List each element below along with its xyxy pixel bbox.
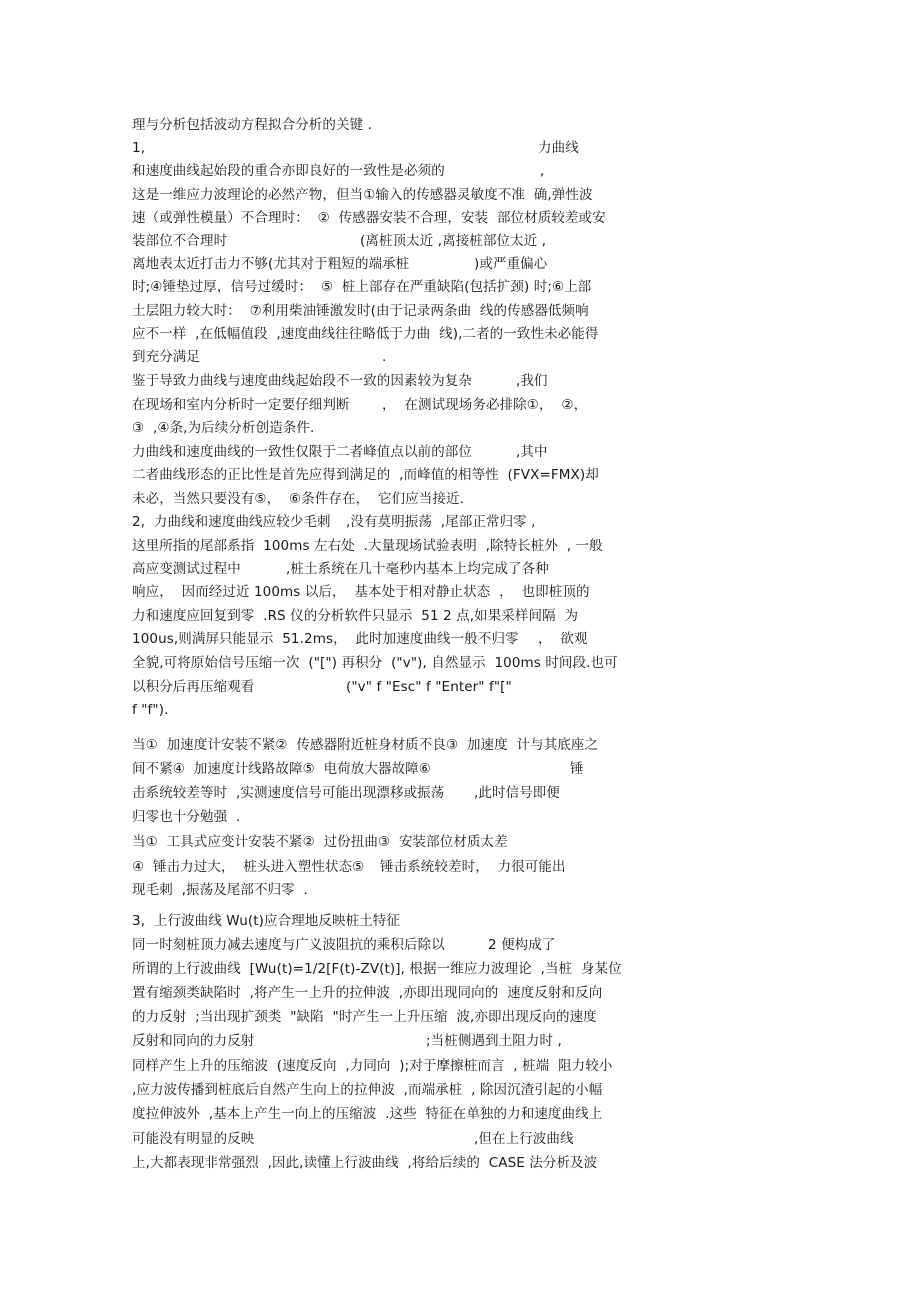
text-line: ,没有莫明振荡 ,尾部正常归零 ,	[346, 514, 536, 530]
text-line: 锤	[570, 761, 584, 777]
text-line: .	[382, 349, 387, 365]
text-line: 高应变测试过程中	[132, 561, 241, 577]
text-line: 离地表太近打击力不够(尤其对于粗短的端承桩	[132, 256, 410, 272]
text-line: 鉴于导致力曲线与速度曲线起始段不一致的因素较为复杂	[132, 373, 472, 389]
text-line: 置有缩颈类缺陷时 ,将产生一上升的拉伸波 ,亦即出现同向的 速度反射和反向	[132, 985, 603, 1001]
text-line: 速（或弹性模量）不合理时： ② 传感器安装不合理，安装 部位材质较差或安	[132, 210, 606, 226]
text-line: 2, 力曲线和速度曲线应较少毛刺	[132, 514, 331, 530]
text-line: 所谓的上行波曲线 [Wu(t)=1/2[F(t)-ZV(t)], 根据一维应力波理论 ,当桩 身某位	[132, 961, 622, 977]
text-line: (离桩顶太近 ,离接桩部位太近 ,	[360, 233, 547, 249]
text-line: 度拉伸波外 ,基本上产生一向上的压缩波 .这些 特征在单独的力和速度曲线上	[132, 1106, 603, 1122]
text-line: 时;④锤垫过厚，信号过缓时： ⑤ 桩上部存在严重缺陷(包括扩颈) 时;⑥上部	[132, 279, 592, 295]
text-line: ,	[540, 163, 545, 179]
text-line: ④ 锤击力过大， 桩头进入塑性状态⑤	[132, 859, 365, 875]
text-line: 可能没有明显的反映	[132, 1131, 255, 1147]
text-line: 当① 工具式应变计安装不紧② 过份扭曲③ 安装部位材质太差	[132, 834, 508, 850]
text-line: 全貌,可将原始信号压缩一次 ("[") 再积分 ("v"), 自然显示 100ms 时间段.也可	[132, 655, 618, 671]
text-line: 响应， 因而经过近 100ms 以后， 基本处于相对静止状态 ， 也即桩顶的	[132, 584, 590, 600]
text-line: f "f").	[132, 702, 169, 718]
text-line: 以积分后再压缩观看	[132, 679, 255, 695]
text-line: 反射和同向的力反射	[132, 1033, 255, 1049]
text-line: ;当桩侧遇到土阻力时 ,	[426, 1033, 562, 1049]
text-line: 这是一维应力波理论的必然产物，但当①输入的传感器灵敏度不准 确,弹性波	[132, 187, 593, 203]
text-line: 理与分析包括波动方程拟合分析的关键 .	[132, 117, 372, 133]
text-line: 力曲线和速度曲线的一致性仅限于二者峰值点以前的部位	[132, 444, 472, 460]
text-line: 上,大都表现非常强烈 ,因此,读懂上行波曲线 ,将给后续的 CASE 法分析及波	[132, 1155, 598, 1171]
text-line: ， 在测试现场务必排除①， ②，	[382, 397, 588, 413]
text-line: ,我们	[516, 373, 548, 389]
text-line: 力和速度应回复到零 .RS 仪的分析软件只显示 51 2 点,如果采样间隔 为	[132, 608, 579, 624]
text-line: 间不紧④ 加速度计线路故障⑤ 电荷放大器故障⑥	[132, 761, 431, 777]
text-line: ,此时信号即便	[474, 785, 560, 801]
text-line: ("v" f "Esc" f "Enter" f"["	[346, 679, 512, 695]
text-line: 100us,则满屏只能显示 51.2ms， 此时加速度曲线一般不归零	[132, 631, 519, 647]
text-line: 和速度曲线起始段的重合亦即良好的一致性是必须的	[132, 163, 445, 179]
text-line: 未必，当然只要没有⑤， ⑥条件存在， 它们应当接近.	[132, 491, 464, 507]
text-line: 2 便构成了	[488, 937, 556, 953]
text-line: 锤击系统较差时， 力很可能出	[380, 859, 566, 875]
text-line: )或严重偏心	[474, 256, 548, 272]
text-line: ,应力波传播到桩底后自然产生向上的拉伸波 ,而端承桩 , 除因沉渣引起的小幅	[132, 1082, 603, 1098]
text-line: ,桩土系统在几十毫秒内基本上均完成了各种	[286, 561, 549, 577]
text-line: 应不一样 ,在低幅值段 ,速度曲线往往略低于力曲 线),二者的一致性未必能得	[132, 326, 599, 342]
text-line: 击系统较差等时 ,实测速度信号可能出现漂移或振荡	[132, 785, 445, 801]
text-line: 力曲线	[538, 140, 579, 156]
text-line: ,但在上行波曲线	[474, 1131, 574, 1147]
text-line: 归零也十分勉强 .	[132, 809, 241, 825]
text-line: 二者曲线形态的正比性是首先应得到满足的 ,而峰值的相等性 (FVX=FMX)却	[132, 467, 599, 483]
text-line: 同一时刻桩顶力减去速度与广义波阻抗的乘积后除以	[132, 937, 445, 953]
text-line: 1,	[132, 140, 146, 156]
text-line: 土层阻力较大时： ⑦利用柴油锤激发时(由于记录两条曲 线的传感器低频响	[132, 303, 589, 319]
text-line: 在现场和室内分析时一定要仔细判断	[132, 397, 350, 413]
text-line: 同样产生上升的压缩波 (速度反向 ,力同向 );对于摩擦桩而言 , 桩端 阻力较小	[132, 1058, 613, 1074]
text-line: 这里所指的尾部系指 100ms 左右处 .大量现场试验表明 ,除特长桩外 , 一般	[132, 538, 603, 554]
text-line: ， 欲观	[538, 631, 588, 647]
text-line: ③ ,④条,为后续分析创造条件.	[132, 420, 315, 436]
text-line: 的力反射 ;当出现扩颈类 "缺陷 "时产生一上升压缩 波,亦即出现反向的速度	[132, 1009, 597, 1025]
text-line: 到充分满足	[132, 349, 200, 365]
text-line: ,其中	[516, 444, 548, 460]
text-line: 装部位不合理时	[132, 233, 228, 249]
text-line: 3, 上行波曲线 Wu(t)应合理地反映桩土特征	[132, 913, 401, 929]
text-line: 当① 加速度计安装不紧② 传感器附近桩身材质不良③ 加速度 计与其底座之	[132, 737, 599, 753]
text-line: 现毛刺 ,振荡及尾部不归零 .	[132, 882, 308, 898]
